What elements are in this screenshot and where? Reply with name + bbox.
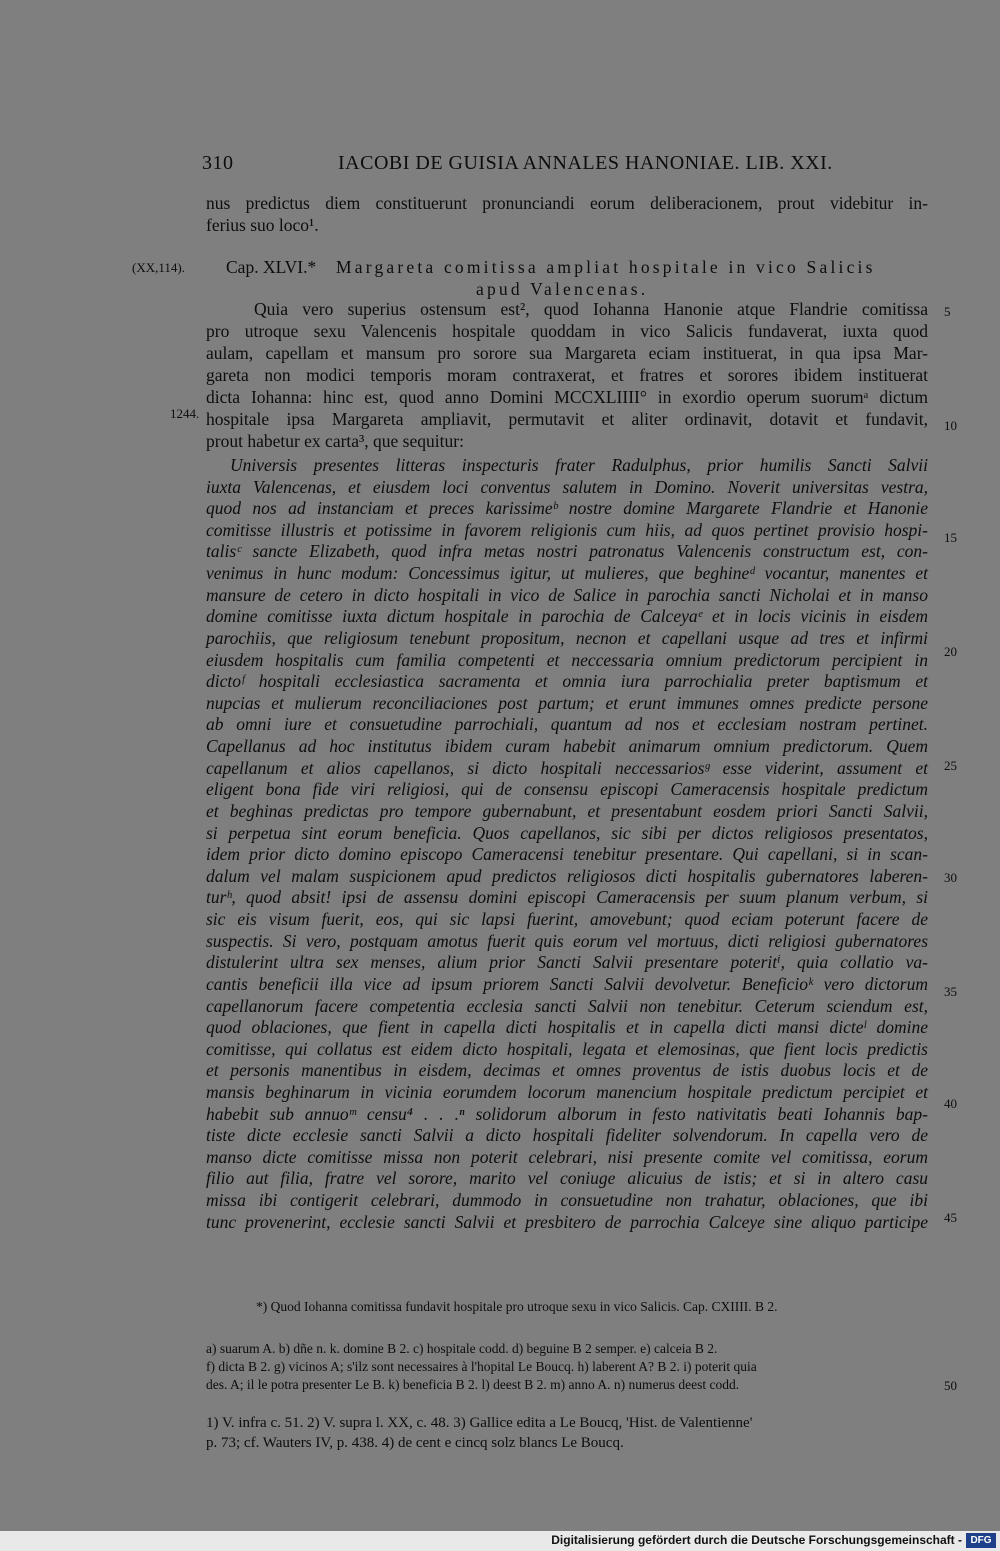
running-title: IACOBI DE GUISIA ANNALES HANONIAE. LIB. XXI. — [338, 152, 833, 174]
body-line: Quia vero superius ostensum est², quod Iohanna Hanonie atque Flandrie comitissa — [254, 299, 928, 319]
charter-line: venimus in hunc modum: Concessimus igitur, ut mulieres, que beghineᵈ vocantur, manentes et — [206, 563, 928, 584]
chapter-title: Margareta comitissa ampliat hospitale in vico Salicis — [336, 257, 876, 277]
charter-line: comitisse, qui collatus est eidem dicto hospitali, legata et elemosinas, que fient locis predictis — [206, 1038, 928, 1059]
chapter-title: apud Valencenas. — [476, 279, 649, 299]
intro-line: nus predictus diem constituerunt pronunciandi eorum deliberacionem, prout videbitur in- — [206, 193, 928, 213]
variant-line: a) suarum A. b) dñe n. k. domine B 2. c) hospitale codd. d) beguine B 2 semper. e) calceia B 2. — [206, 1341, 718, 1356]
year-note: 1244. — [170, 406, 200, 421]
charter-line: et personis manentibus in eisdem, decimas et omnes proventus de istis duobus locis et de — [206, 1060, 928, 1081]
page-number: 310 — [202, 152, 234, 174]
body-line: dicta Iohanna: hinc est, quod anno Domini MCCXLIIII° in exordio operum suorumᵃ dictum — [206, 387, 928, 407]
digitization-credit: Digitalisierung gefördert durch die Deutsche Forschungsgemeinschaft - — [551, 1533, 962, 1547]
line-number: 45 — [944, 1210, 957, 1225]
charter-line: ab omni iure et consuetudine parrochiali, quantum ad nos et ecclesiam nostram pertinet. — [206, 714, 928, 735]
line-number: 10 — [944, 418, 957, 433]
body-line: hospitale ipsa Margareta ampliavit, permutavit et aliter ordinavit, dotavit et fundavit, — [206, 409, 928, 429]
body-line: prout habetur ex carta³, que sequitur: — [206, 431, 464, 451]
charter-line: mansure de cetero in dicto hospitali in vico de Salice in parochia sancti Nicholai et in manso — [206, 584, 928, 605]
body-line: pro utroque sexu Valencenis hospitale quoddam in vico Salicis fundaverat, iuxta quod — [206, 321, 928, 341]
charter-line: iuxta Valencenas, et eiusdem loci conventus salutem in Domino. Noverit universitas vestra, — [206, 476, 928, 497]
line-number: 25 — [944, 758, 957, 773]
charter-line: manso dicte comitisse missa non poterit celebrari, nisi presente comite vel comitissa, eorum — [206, 1146, 928, 1167]
charter-line: dalum vel malam suspicionem apud predictos religiosos dicti hospitalis gubernatores laberen- — [206, 865, 928, 886]
charter-line: et beghinas predictas pro tempore gubernabunt, et presentabunt eosdem priori Sancti Salvii, — [206, 800, 928, 821]
line-number: 20 — [944, 644, 957, 659]
line-number: 50 — [944, 1378, 957, 1393]
digitization-footer — [0, 1531, 1000, 1551]
charter-line: Capellanus ad hoc institutus ibidem curam habebit animarum omnium predictorum. Quem — [206, 736, 928, 757]
footnote-line: 1) V. infra c. 51. 2) V. supra l. XX, c. 48. 3) Gallice edita a Le Boucq, 'Hist. de Valentienne' — [206, 1415, 753, 1431]
chapter-footnote: *) Quod Iohanna comitissa fundavit hospitale pro utroque sexu in vico Salicis. Cap. CXIIII. B 2. — [256, 1299, 778, 1314]
charter-line: quod oblaciones, que fient in capella dicti hospitalis et in capella dicti mansi dicteˡ domine — [206, 1017, 928, 1038]
chapter-ref: (XX,114). — [132, 260, 185, 275]
charter-line: capellanum et alios capellanos, si dicto hospitali neccessariosᵍ esse viderint, assument et — [206, 757, 928, 778]
charter-line: comitisse illustris et potissime in favorem religionis cum hiis, ad quos pertinet provisio hospi- — [206, 519, 928, 540]
charter-line: Universis presentes litteras inspecturis frater Radulphus, prior humilis Sancti Salvii — [230, 455, 928, 475]
charter-line: capellanorum facere competentia ecclesia sancti Salvii non tenebitur. Ceterum sciendum est, — [206, 995, 928, 1016]
body-line: gareta non modici temporis moram contraxerat, et fratres et sorores ibidem instituerat — [206, 365, 928, 385]
charter-line: dictoᶠ hospitali ecclesiastica sacramenta et omnia iura parrochialia preter baptismum et — [206, 671, 928, 692]
chapter-label: Cap. XLVI.* — [226, 257, 317, 277]
charter-line: domine comitisse iuxta dictum hospitale in parochia de Calceyaᵉ et in locis vicinis in eisdem — [206, 606, 928, 627]
charter-line: talisᶜ sancte Elizabeth, quod infra metas nostri patronatus Valencenis constructum est, con- — [206, 541, 928, 562]
charter-line: parochiis, que religiosum tenebunt propositum, necnon et capellani usque ad tres et infirmi — [206, 627, 928, 648]
line-number: 5 — [944, 304, 951, 319]
charter-line: habebit sub annuoᵐ censu⁴ . . .ⁿ solidorum alborum in festo nativitatis beati Iohannis bap- — [206, 1103, 928, 1124]
charter-line: idem prior dicto domino episcopo Cameracensi tenebitur presentare. Qui capellani, si in scan- — [206, 844, 928, 865]
charter-line: distulerint ultra sex menses, alium prior Sancti Salvii presentare poteritⁱ, quia collatio va- — [206, 952, 928, 973]
charter-line: turʰ, quod absit! ipsi de assensu domini episcopi Cameracensis per suum planum verbum, si — [206, 887, 928, 908]
charter-line: eligent bona fide viri religiosi, qui de consensu episcopi Cameracensis hospitale predictum — [206, 779, 928, 800]
charter-line: eiusdem hospitalis cum familia competenti et neccessaria omnium predictorum percipient in — [206, 649, 928, 670]
charter-line: filio aut filia, fratre vel sorore, marito vel coniuge alicuius de istis; et si in altero casu — [206, 1168, 928, 1189]
dfg-logo-icon: DFG — [966, 1533, 996, 1548]
charter-line: tiste dicte ecclesie sancti Salvii a dicto hospitali fideliter solvendorum. In capella vero de — [206, 1125, 928, 1146]
charter-line: tunc provenerint, ecclesie sancti Salvii et presbitero de parrochia Calceye sine aliquo participe — [206, 1211, 928, 1232]
line-number: 15 — [944, 530, 957, 545]
charter-line: mansis beghinarum in vicinia eorumdem locorum manencium hospitale predictum percipiet et — [206, 1081, 928, 1102]
charter-line: quod nos ad instanciam et preces karissimeᵇ nostre domine Margarete Flandrie et Hanonie — [206, 498, 928, 519]
charter-line: missa ibi contigerit celebrari, dummodo in consuetudine non trahatur, oblaciones, que ibi — [206, 1190, 928, 1211]
charter-line: cantis beneficii illa vice ad ipsum priorem Sancti Salvii devolvetur. Beneficioᵏ vero dictorum — [206, 973, 928, 994]
intro-line: ferius suo loco¹. — [206, 215, 319, 235]
charter-line: suspectis. Si vero, postquam amotus fuerit quis eorum vel mortuus, dicti religiosi gubernatores — [206, 930, 928, 951]
variant-line: des. A; il le potra presenter Le B. k) beneficia B 2. l) deest B 2. m) anno A. n) numerus deest codd. — [206, 1377, 740, 1392]
line-number: 30 — [944, 870, 957, 885]
body-line: aulam, capellam et mansum pro sorore sua Margareta eciam instituerat, in qua ipsa Mar- — [206, 343, 928, 363]
charter-line: nupcias et mulierum reconciliaciones post partum; et erunt immunes omnes predicte persone — [206, 692, 928, 713]
charter-line: si perpetua sint eorum beneficia. Quos capellanos, sic sibi per dictos religiosos presentatos, — [206, 822, 928, 843]
charter-line: sic eis visum fuerit, eos, qui sic lapsi fuerint, amovebunt; quod eciam poterunt facere de — [206, 909, 928, 930]
variant-line: f) dicta B 2. g) vicinos A; s'ilz sont necessaires à l'hopital Le Boucq. h) laberent A? B 2. i) poterit quia — [206, 1359, 757, 1374]
line-number: 40 — [944, 1096, 957, 1111]
line-number: 35 — [944, 984, 957, 999]
footnote-line: p. 73; cf. Wauters IV, p. 438. 4) de cent e cincq solz blancs Le Boucq. — [206, 1435, 624, 1451]
